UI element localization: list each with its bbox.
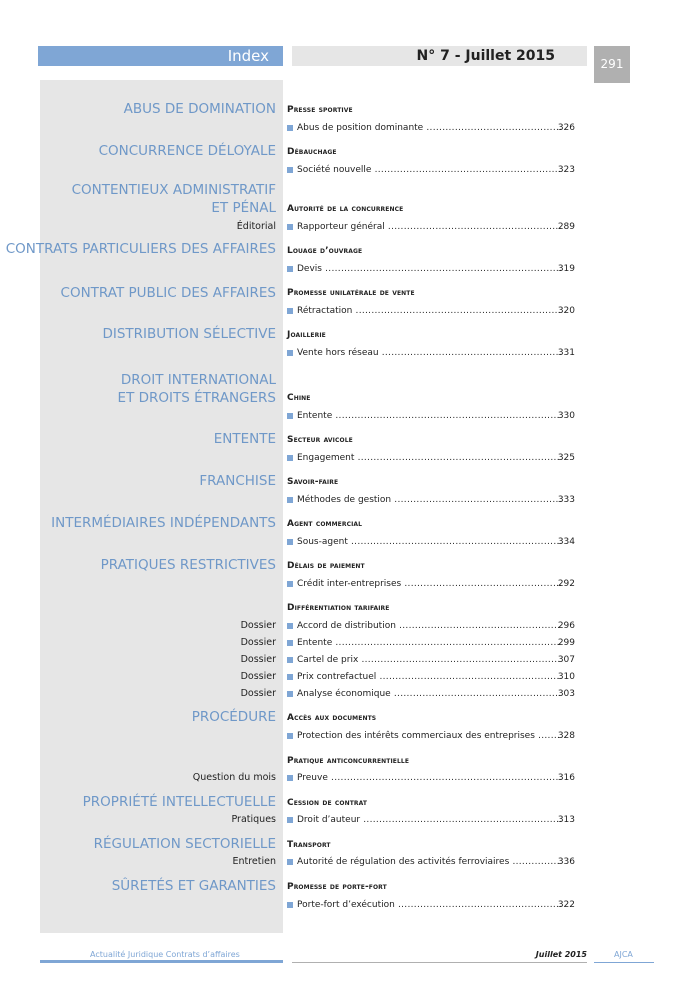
index-entry	[287, 410, 575, 422]
subheading: Délais de paiement	[287, 561, 365, 571]
entry-page: 303	[557, 689, 575, 699]
bullet-square-icon	[287, 125, 293, 131]
subheading: Débauchage	[287, 147, 337, 157]
bullet-square-icon	[287, 497, 293, 503]
index-entry	[287, 263, 575, 275]
footer-journal-name: Actualité Juridique Contrats d’affaires	[90, 950, 240, 959]
entry-page: 326	[557, 123, 575, 133]
tag-entretien: Entretien	[232, 856, 276, 867]
bullet-square-icon	[287, 455, 293, 461]
entry-page: 334	[557, 537, 575, 547]
rubric-concurrence-deloyale: CONCURRENCE DÉLOYALE	[98, 143, 276, 159]
entry-page: 296	[557, 621, 575, 631]
entry-page: 323	[557, 165, 575, 175]
entry-label: Preuve .....	[297, 772, 561, 784]
entry-page: 331	[557, 348, 575, 358]
index-entry	[287, 122, 575, 134]
index-entry	[287, 578, 575, 590]
entry-label: Engagement .....	[297, 452, 561, 464]
footer-divider	[594, 962, 654, 963]
index-entry	[287, 772, 575, 784]
index-entry	[287, 221, 575, 233]
bullet-square-icon	[287, 775, 293, 781]
index-entry	[287, 899, 575, 911]
entry-page: 289	[557, 222, 575, 232]
entry-page: 336	[557, 857, 575, 867]
index-entry	[287, 305, 575, 317]
entry-page: 325	[557, 453, 575, 463]
rubric-intermediaires: INTERMÉDIAIRES INDÉPENDANTS	[51, 515, 276, 531]
index-entry	[287, 620, 575, 632]
rubric-contentieux-line1: CONTENTIEUX ADMINISTRATIF	[71, 182, 276, 198]
issue-label: N° 7 - Juillet 2015	[416, 48, 555, 64]
entry-label: Entente .....	[297, 637, 561, 649]
rubric-entente: ENTENTE	[213, 431, 276, 447]
tag-editorial: Éditorial	[236, 221, 276, 232]
tag-dossier: Dossier	[240, 620, 276, 631]
entry-page: 313	[557, 815, 575, 825]
rubric-distribution-selective: DISTRIBUTION SÉLECTIVE	[102, 326, 276, 342]
rubric-contrat-public: CONTRAT PUBLIC DES AFFAIRES	[60, 285, 276, 301]
page-number-box	[594, 46, 630, 83]
bullet-square-icon	[287, 350, 293, 356]
entry-label: Droit d’auteur .....	[297, 814, 561, 826]
rubric-franchise: FRANCHISE	[199, 473, 276, 489]
subheading: Autorité de la concurrence	[287, 204, 404, 214]
entry-label: Sous-agent .....	[297, 536, 561, 548]
entry-page: 330	[557, 411, 575, 421]
tag-dossier: Dossier	[240, 688, 276, 699]
index-entry	[287, 814, 575, 826]
rubric-procedure: PROCÉDURE	[191, 709, 276, 725]
bullet-square-icon	[287, 413, 293, 419]
entry-page: 322	[557, 900, 575, 910]
bullet-square-icon	[287, 539, 293, 545]
entry-label: Rétractation .....	[297, 305, 561, 317]
entry-label: Abus de position dominante .....	[297, 122, 561, 134]
subheading: Accès aux documents	[287, 713, 377, 723]
bullet-square-icon	[287, 733, 293, 739]
footer-date: Juillet 2015	[535, 950, 587, 959]
subheading: Agent commercial	[287, 519, 363, 529]
rubric-propriete-intellectuelle: PROPRIÉTÉ INTELLECTUELLE	[82, 794, 276, 810]
tag-question-du-mois: Question du mois	[192, 772, 276, 783]
entry-page: 320	[557, 306, 575, 316]
entry-page: 328	[557, 731, 575, 741]
bullet-square-icon	[287, 224, 293, 230]
bullet-square-icon	[287, 623, 293, 629]
page-number: 291	[600, 57, 624, 71]
rubric-droit-international-line2: ET DROITS ÉTRANGERS	[117, 390, 276, 406]
bullet-square-icon	[287, 817, 293, 823]
subheading: Cession de contrat	[287, 798, 368, 808]
subheading: Promesse unilatérale de vente	[287, 288, 415, 298]
entry-label: Autorité de régulation des activités ferroviaires .....	[297, 856, 561, 868]
bullet-square-icon	[287, 167, 293, 173]
index-entry	[287, 637, 575, 649]
index-entry	[287, 688, 575, 700]
rubric-contrats-particuliers: CONTRATS PARTICULIERS DES AFFAIRES	[5, 241, 276, 257]
bullet-square-icon	[287, 640, 293, 646]
bullet-square-icon	[287, 691, 293, 697]
entry-label: Cartel de prix .....	[297, 654, 561, 666]
header-bar	[38, 46, 283, 66]
subheading: Presse sportive	[287, 105, 353, 115]
footer-divider	[292, 962, 587, 963]
tag-pratiques: Pratiques	[231, 814, 276, 825]
entry-page: 319	[557, 264, 575, 274]
entry-label: Protection des intérêts commerciaux des entreprises .....	[297, 730, 561, 742]
bullet-square-icon	[287, 657, 293, 663]
entry-page: 333	[557, 495, 575, 505]
footer-divider	[40, 960, 283, 963]
index-entry	[287, 536, 575, 548]
subheading: Transport	[287, 840, 331, 850]
entry-label: Analyse économique .....	[297, 688, 561, 700]
entry-label: Vente hors réseau .....	[297, 347, 561, 359]
entry-page: 299	[557, 638, 575, 648]
page-title: Index	[227, 47, 269, 65]
entry-page: 316	[557, 773, 575, 783]
entry-label: Devis .....	[297, 263, 561, 275]
subheading: Pratique anticoncurrentielle	[287, 756, 410, 766]
subheading: Savoir-faire	[287, 477, 339, 487]
entry-label: Société nouvelle .....	[297, 164, 561, 176]
rubric-suretes-garanties: SÛRETÉS ET GARANTIES	[111, 878, 276, 894]
rubric-contentieux-line2: ET PÉNAL	[211, 200, 276, 216]
entry-label: Entente .....	[297, 410, 561, 422]
index-entry	[287, 730, 575, 742]
footer-brand: AJCA	[614, 950, 633, 959]
index-entry	[287, 452, 575, 464]
index-entry	[287, 164, 575, 176]
subheading: Louage d’ouvrage	[287, 246, 363, 256]
rubric-abus-de-domination: ABUS DE DOMINATION	[123, 101, 276, 117]
index-entry	[287, 347, 575, 359]
bullet-square-icon	[287, 902, 293, 908]
entry-label: Méthodes de gestion .....	[297, 494, 561, 506]
index-entry	[287, 494, 575, 506]
subheading: Chine	[287, 393, 311, 403]
subheading: Promesse de porte-fort	[287, 882, 387, 892]
issue-box	[292, 46, 587, 66]
tag-dossier: Dossier	[240, 671, 276, 682]
entry-label: Accord de distribution .....	[297, 620, 561, 632]
bullet-square-icon	[287, 859, 293, 865]
entry-label: Crédit inter-entreprises .....	[297, 578, 561, 590]
entry-label: Prix contrefactuel .....	[297, 671, 561, 683]
subheading: Secteur avicole	[287, 435, 353, 445]
entry-page: 307	[557, 655, 575, 665]
rubric-droit-international-line1: DROIT INTERNATIONAL	[120, 372, 276, 388]
entry-page: 310	[557, 672, 575, 682]
bullet-square-icon	[287, 674, 293, 680]
entry-label: Rapporteur général .....	[297, 221, 561, 233]
bullet-square-icon	[287, 581, 293, 587]
index-entry	[287, 671, 575, 683]
index-entry	[287, 856, 575, 868]
subheading: Joaillerie	[287, 330, 326, 340]
rubric-regulation-sectorielle: RÉGULATION SECTORIELLE	[93, 836, 276, 852]
subheading: Différentiation tarifaire	[287, 603, 390, 613]
bullet-square-icon	[287, 266, 293, 272]
index-entry	[287, 654, 575, 666]
entry-page: 292	[557, 579, 575, 589]
entry-label: Porte-fort d’exécution .....	[297, 899, 561, 911]
bullet-square-icon	[287, 308, 293, 314]
tag-dossier: Dossier	[240, 654, 276, 665]
tag-dossier: Dossier	[240, 637, 276, 648]
rubric-pratiques-restrictives: PRATIQUES RESTRICTIVES	[100, 557, 276, 573]
